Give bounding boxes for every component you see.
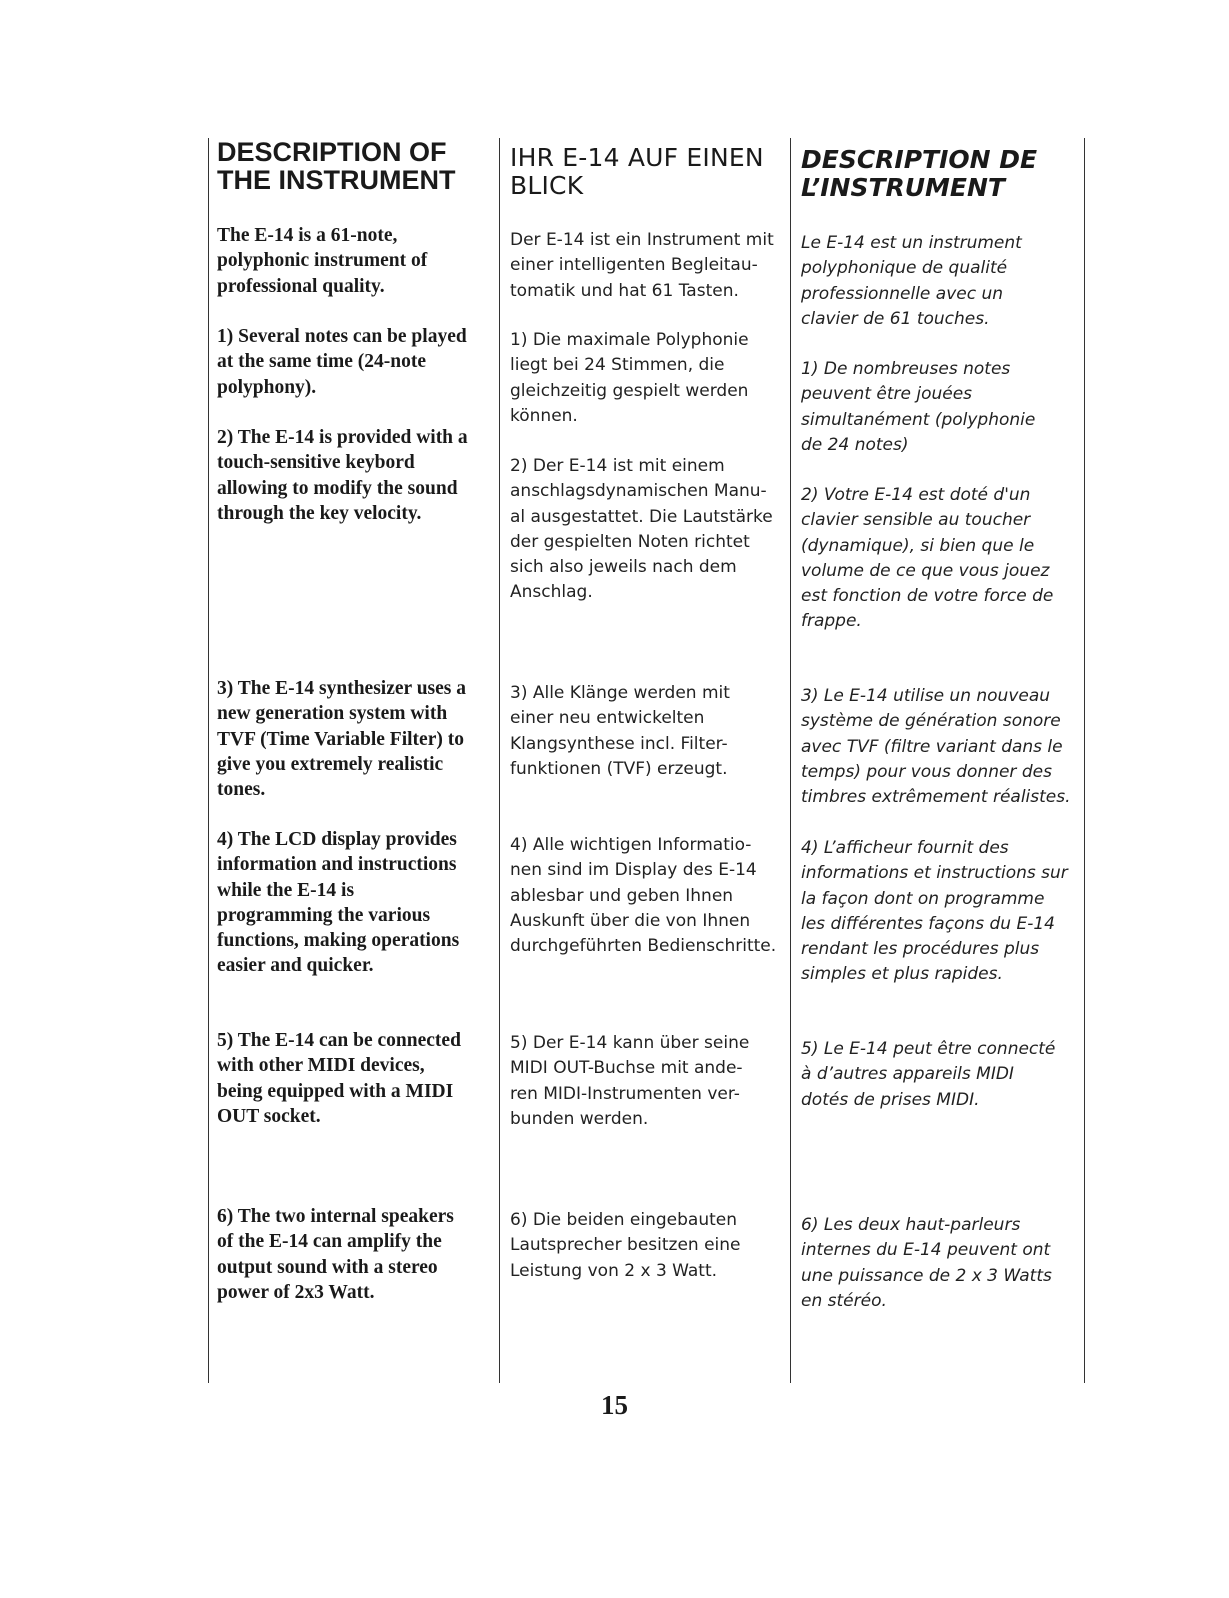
german-paragraph-1: 1) Die maximale Polyphonie liegt bei 24 Stimmen, die gleichzeitig gespielt werden können.: [510, 330, 749, 426]
german-paragraph-2: 2) Der E-14 ist mit einem anschlagsdynamischen Manu- al ausgestattet. Die Lautstärke der gespielten Noten richtet sich also jeweils nach dem Anschlag.: [510, 456, 773, 603]
french-paragraph-3: 3) Le E-14 utilise un nouveau système de génération sonore avec TVF (filtre variant dans le temps) pour vous donner des timbres extrêmement réalistes.: [801, 686, 1071, 808]
french-paragraph-5: 5) Le E-14 peut être connecté à d’autres appareils MIDI dotés de prises MIDI.: [801, 1039, 1056, 1110]
english-heading: DESCRIPTION OF THE INSTRUMENT: [217, 137, 456, 195]
french-paragraph-4: 4) L’afficheur fournit des informations et instructions sur la façon dont on programme les différentes façons du E-14 rendant les procédures plus simples et plus rapides.: [801, 838, 1068, 985]
german-heading: IHR E-14 AUF EINEN BLICK: [510, 143, 764, 200]
german-paragraph-5: 5) Der E-14 kann über seine MIDI OUT-Buchse mit ande- ren MIDI-Instrumenten ver- bunden werden.: [510, 1033, 750, 1129]
german-paragraph-3: 3) Alle Klänge werden mit einer neu entwickelten Klangsynthese incl. Filter- funktionen (TVF) erzeugt.: [510, 683, 730, 779]
french-paragraph-2: 2) Votre E-14 est doté d'un clavier sensible au toucher (dynamique), si bien que le volume de ce que vous jouez est fonction de votre force de frappe.: [801, 485, 1054, 632]
french-paragraph-1: 1) De nombreuses notes peuvent être jouées simultanément (polyphonie de 24 notes): [801, 359, 1036, 455]
page-number: 15: [601, 1390, 628, 1420]
german-intro-paragraph: Der E-14 ist ein Instrument mit einer intelligenten Begleitau- tomatik und hat 61 Tasten.: [510, 230, 774, 301]
english-paragraph-4: 4) The LCD display provides information and instructions while the E-14 is programming the various functions, making operations easier and quicker.: [217, 829, 460, 977]
english-paragraph-3: 3) The E-14 synthesizer uses a new generation system with TVF (Time Variable Filter) to give you extremely realistic tones.: [217, 678, 466, 801]
german-paragraph-4: 4) Alle wichtigen Informatio- nen sind im Display des E-14 ablesbar und geben Ihnen Auskunft über die von Ihnen durchgeführten Bedienschritte.: [510, 835, 777, 957]
english-paragraph-2: 2) The E-14 is provided with a touch-sensitive keybord allowing to modify the sound through the key velocity.: [217, 427, 468, 524]
english-intro-paragraph: The E-14 is a 61-note, polyphonic instrument of professional quality.: [217, 225, 428, 297]
french-paragraph-6: 6) Les deux haut-parleurs internes du E-14 peuvent ont une puissance de 2 x 3 Watts en stéréo.: [801, 1215, 1052, 1311]
french-heading: DESCRIPTION DE L’INSTRUMENT: [801, 145, 1038, 202]
german-column: [499, 138, 789, 1383]
french-intro-paragraph: Le E-14 est un instrument polyphonique de qualité professionnelle avec un clavier de 61 touches.: [801, 233, 1022, 329]
english-paragraph-6: 6) The two internal speakers of the E-14 can amplify the output sound with a stereo power of 2x3 Watt.: [217, 1206, 454, 1303]
german-paragraph-6: 6) Die beiden eingebauten Lautsprecher besitzen eine Leistung von 2 x 3 Watt.: [510, 1210, 741, 1281]
english-paragraph-1: 1) Several notes can be played at the same time (24-note polyphony).: [217, 326, 467, 398]
english-column: [208, 138, 498, 1383]
french-column: [790, 138, 1085, 1383]
english-paragraph-5: 5) The E-14 can be connected with other MIDI devices, being equipped with a MIDI OUT socket.: [217, 1030, 461, 1127]
